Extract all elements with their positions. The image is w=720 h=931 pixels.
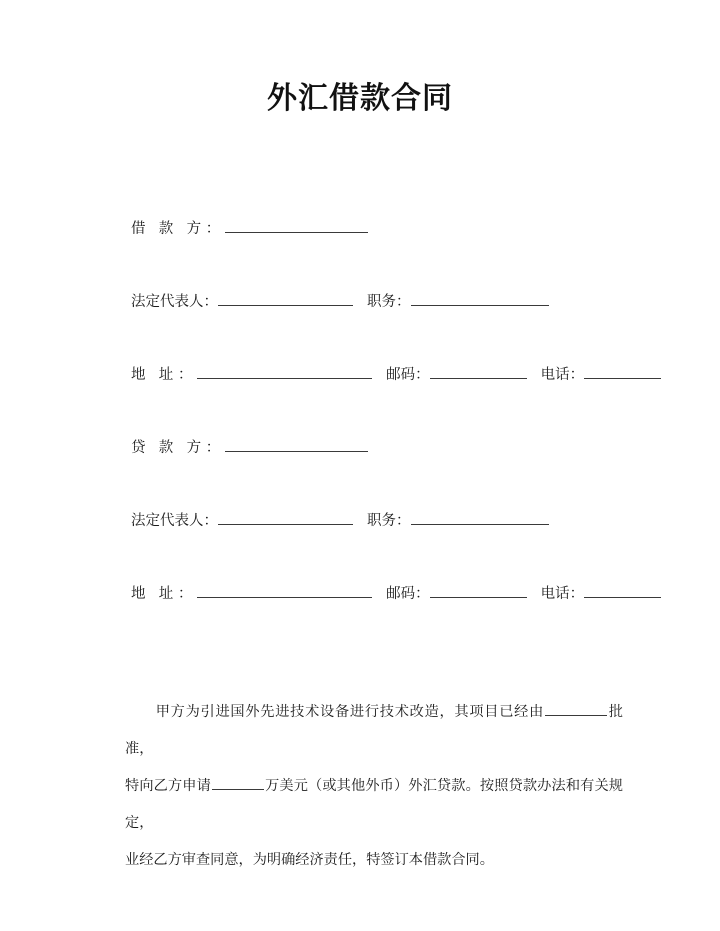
label-lender-phone: 电话：: [540, 586, 585, 602]
input-borrower-legal-rep[interactable]: [218, 291, 353, 306]
form-row-lender-party: [0, 437, 720, 510]
label-borrower-party: 借 款 方：: [131, 221, 225, 237]
input-lender-legal-rep[interactable]: [218, 510, 353, 525]
label-lender-zip: 邮码：: [386, 586, 430, 602]
input-lender-zip[interactable]: [430, 583, 527, 598]
label-lender-address: 地 址：: [131, 586, 198, 602]
form-row-borrower-address: [0, 364, 720, 437]
label-borrower-job-title: 职务：: [367, 294, 411, 310]
form-row-lender-address: [0, 583, 720, 656]
input-borrower-zip[interactable]: [430, 364, 527, 379]
label-borrower-phone: 电话：: [540, 367, 585, 383]
input-borrower-phone[interactable]: [584, 364, 661, 379]
label-borrower-zip: 邮码：: [386, 367, 430, 383]
preamble-line-2: [125, 768, 623, 842]
label-lender-legal-rep: 法定代表人：: [131, 513, 218, 529]
preamble-line-3: [125, 842, 623, 879]
preamble-text-3: 业经乙方审查同意，为明确经济责任，特签订本借款合同。: [125, 852, 494, 868]
preamble-text-1b: 批准，: [125, 704, 623, 757]
input-lender-party[interactable]: [225, 437, 368, 452]
label-lender-job-title: 职务：: [367, 513, 411, 529]
label-borrower-address: 地 址：: [131, 367, 198, 383]
form-row-borrower-legal-rep: [0, 291, 720, 364]
input-lender-phone[interactable]: [584, 583, 661, 598]
label-lender-party: 贷 款 方：: [131, 440, 225, 456]
preamble-line-1: [125, 694, 623, 768]
contract-preamble-paragraph: [125, 694, 623, 879]
input-lender-job-title[interactable]: [411, 510, 549, 525]
form-row-lender-legal-rep: [0, 510, 720, 583]
input-lender-address[interactable]: [197, 583, 372, 598]
input-borrower-address[interactable]: [197, 364, 372, 379]
input-borrower-party[interactable]: [225, 218, 368, 233]
document-title: 外汇借款合同: [267, 82, 453, 115]
preamble-text-1a: 甲方为引进国外先进技术设备进行技术改造，其项目已经由: [155, 704, 545, 720]
preamble-text-2a: 特向乙方申请: [125, 778, 211, 794]
form-row-borrower-party: [0, 218, 720, 291]
preamble-text-2b: 万美元（或其他外币）外汇贷款。按照贷款办法和有关规定，: [125, 778, 623, 831]
input-borrower-job-title[interactable]: [411, 291, 549, 306]
party-form-block: [0, 218, 720, 656]
input-approval-authority[interactable]: [545, 702, 607, 716]
input-loan-amount[interactable]: [212, 776, 264, 790]
label-borrower-legal-rep: 法定代表人：: [131, 294, 218, 310]
